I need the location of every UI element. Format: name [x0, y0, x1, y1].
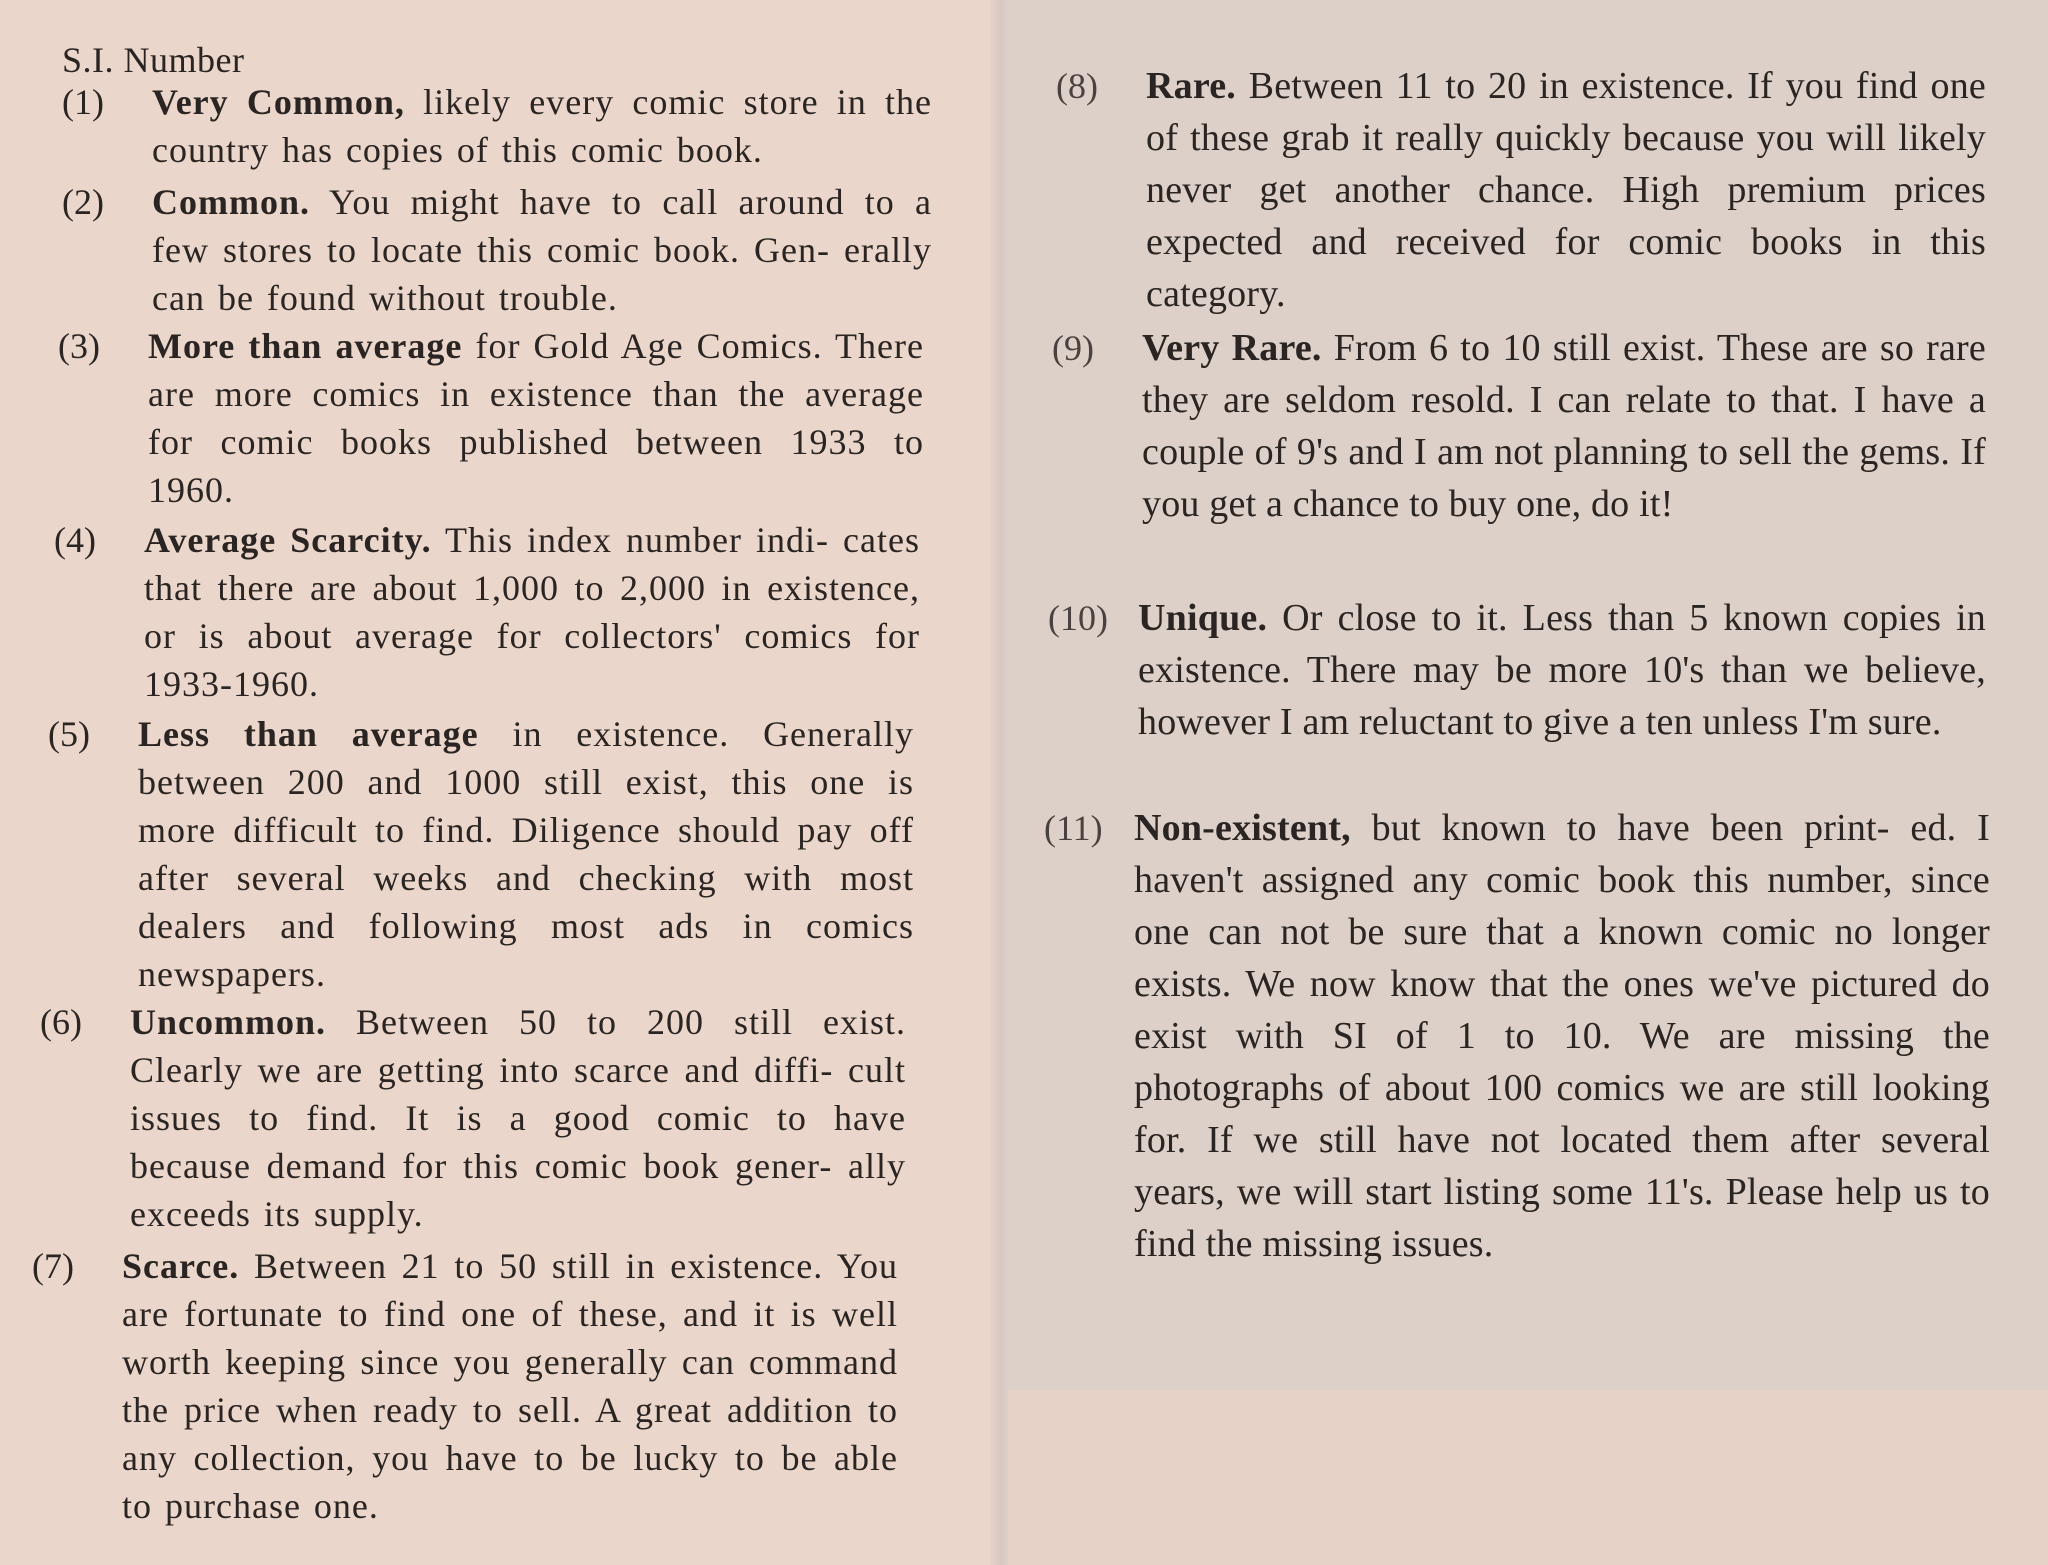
si-entry-number: (11): [1044, 808, 1103, 848]
si-entry-number: (7): [32, 1246, 74, 1286]
si-entry-description: in existence. Generally between 200 and 1000 still exist, this one is more difficult to find. Diligence should pay off after several weeks and checking with most dealers and following most ads in comics newspapers.: [138, 714, 914, 994]
si-entry-description: Or close to it. Less than 5 known copies in existence. There may be more 10's than we believe, however I am reluctant to give a ten unless I'm sure.: [1138, 597, 1986, 743]
si-entry-description: From 6 to 10 still exist. These are so rare they are seldom resold. I can relate to that. I have a couple of 9's and I am not planning to sell the gems. If you get a chance to buy one, do it!: [1142, 327, 1986, 525]
si-entry-term: More than average: [148, 326, 463, 366]
si-entry-4: [54, 516, 920, 708]
si-entry-text: [144, 516, 920, 708]
si-entry-number: (5): [48, 714, 90, 754]
si-entry-number: (2): [62, 182, 104, 222]
si-entry-term: Non-existent,: [1134, 807, 1351, 849]
si-entry-11: [1044, 802, 1990, 1270]
si-entry-description: Between 50 to 200 still exist. Clearly we are getting into scarce and diffi- cult issues to find. It is a good comic to have because demand for this comic book gener- ally exceeds its supply.: [130, 1002, 906, 1234]
page-heading: S.I. Number: [62, 40, 245, 80]
si-entry-description: You might have to call around to a few stores to locate this comic book. Gen- erally can be found without trouble.: [152, 182, 932, 318]
si-entry-term: Very Rare.: [1142, 327, 1322, 369]
si-entry-10: [1048, 592, 1986, 748]
si-entry-3: [58, 322, 924, 514]
si-entry-description: for Gold Age Comics. There are more comics in existence than the average for comic books published between 1933 to 1960.: [148, 326, 924, 510]
si-entry-number: (8): [1056, 66, 1098, 106]
si-entry-text: [1138, 592, 1986, 748]
page-shade: [998, 1390, 2048, 1565]
si-entry-number: (9): [1052, 328, 1094, 368]
si-entry-term: Average Scarcity.: [144, 520, 432, 560]
si-entry-term: Common.: [152, 182, 310, 222]
si-entry-text: [138, 710, 914, 998]
si-entry-text: [1146, 60, 1986, 320]
si-entry-7: [32, 1242, 898, 1530]
si-entry-5: [48, 710, 914, 998]
si-entry-number: (6): [40, 1002, 82, 1042]
si-entry-text: [122, 1242, 898, 1530]
book-gutter: [990, 0, 1008, 1565]
si-entry-term: Unique.: [1138, 597, 1268, 639]
si-entry-description: Between 21 to 50 still in existence. You are fortunate to find one of these, and it is well worth keeping since you generally can command the price when ready to sell. A great addition to any collection, you have to be lucky to be able to purchase one.: [122, 1246, 898, 1526]
si-entry-number: (4): [54, 520, 96, 560]
si-entry-6: [40, 998, 906, 1238]
si-entry-number: (1): [62, 82, 104, 122]
si-entry-9: [1052, 322, 1986, 530]
si-entry-8: [1056, 60, 1986, 320]
si-entry-text: [152, 178, 932, 322]
si-entry-term: Less than average: [138, 714, 479, 754]
si-entry-number: (10): [1048, 598, 1108, 638]
si-entry-term: Scarce.: [122, 1246, 240, 1286]
si-entry-description: but known to have been print- ed. I haven't assigned any comic book this number, since one can not be sure that a known comic no longer exists. We now know that the ones we've pictured do exist with SI of 1 to 10. We are missing the photographs of about 100 comics we are still looking for. If we still have not located them after several years, we will start listing some 11's. Please help us to find the missing issues.: [1134, 807, 1990, 1265]
si-entry-number: (3): [58, 326, 100, 366]
si-entry-text: [148, 322, 924, 514]
si-entry-term: Uncommon.: [130, 1002, 326, 1042]
si-entry-text: [152, 78, 932, 174]
si-entry-text: [1134, 802, 1990, 1270]
si-entry-text: [1142, 322, 1986, 530]
si-entry-term: Very Common,: [152, 82, 405, 122]
si-entry-2: [62, 178, 932, 322]
si-entry-description: Between 11 to 20 in existence. If you find one of these grab it really quickly because you will likely never get another chance. High premium prices expected and received for comic books in this category.: [1146, 65, 1986, 315]
si-entry-1: [62, 78, 932, 174]
si-entry-description: This index number indi- cates that there are about 1,000 to 2,000 in existence, or is about average for collectors' comics for 1933-1960.: [144, 520, 920, 704]
si-entry-description: likely every comic store in the country has copies of this comic book.: [152, 82, 932, 170]
si-entry-term: Rare.: [1146, 65, 1236, 107]
si-entry-text: [130, 998, 906, 1238]
